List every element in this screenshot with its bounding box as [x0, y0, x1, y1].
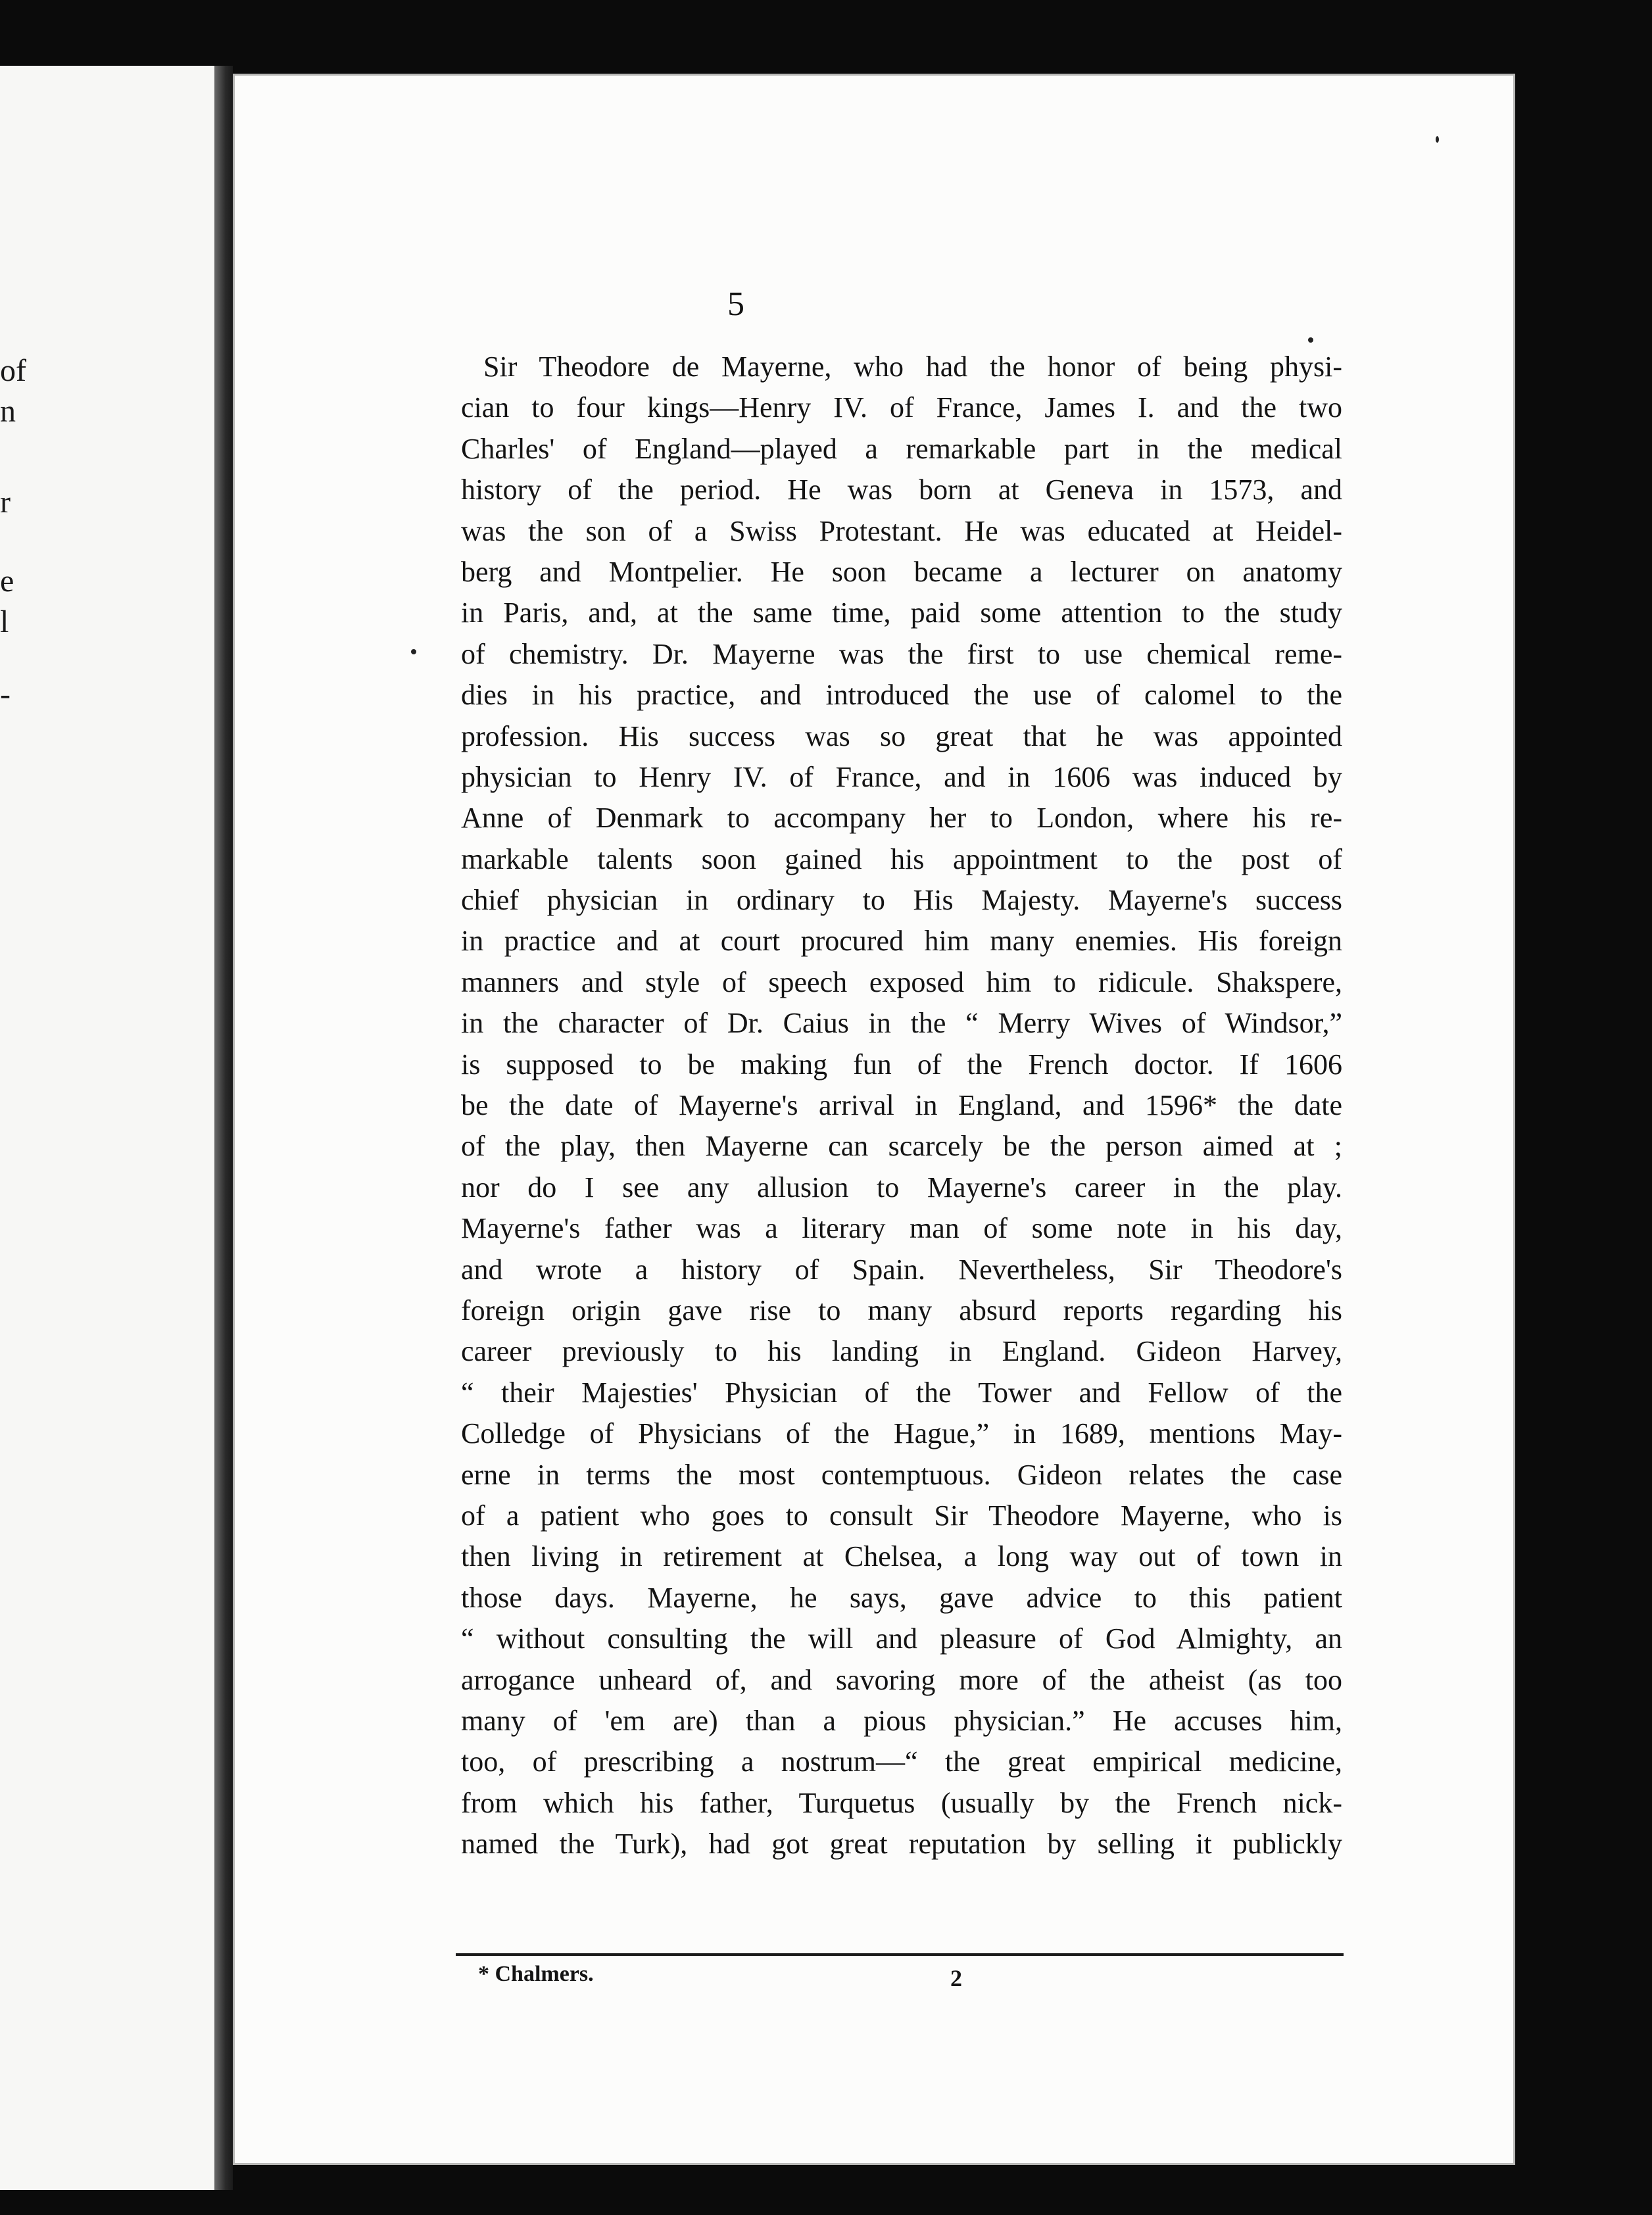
- text-line: in Paris, and, at the same time, paid some attention to the study: [461, 596, 1342, 629]
- text-line: be the date of Mayerne's arrival in England, and 1596* the date: [461, 1089, 1342, 1122]
- left-edge-fragment-1: of: [0, 353, 26, 388]
- text-line: arrogance unheard of, and savoring more of the atheist (as too: [461, 1663, 1342, 1696]
- page-number: 5: [727, 285, 744, 323]
- text-line: physician to Henry IV. of France, and in 1606 was induced by: [461, 760, 1342, 793]
- previous-page-fragment: [0, 66, 218, 2190]
- dust-speck: [1436, 136, 1439, 143]
- text-line: is supposed to be making fun of the French doctor. If 1606: [461, 1048, 1342, 1081]
- text-line: berg and Montpelier. He soon became a lecturer on anatomy: [461, 555, 1342, 588]
- signature-mark: 2: [950, 1965, 962, 1991]
- text-line: dies in his practice, and introduced the use of calomel to the: [461, 679, 1342, 712]
- text-line: and wrote a history of Spain. Nevertheless, Sir Theodore's: [461, 1253, 1342, 1286]
- text-line: erne in terms the most contemptuous. Gideon relates the case: [461, 1458, 1342, 1491]
- text-line: cian to four kings—Henry IV. of France, James I. and the two: [461, 391, 1342, 424]
- text-line: too, of prescribing a nostrum—“ the great empirical medicine,: [461, 1745, 1342, 1778]
- dust-speck: [1308, 337, 1313, 343]
- text-line: “ without consulting the will and pleasure of God Almighty, an: [461, 1622, 1342, 1655]
- text-line: career previously to his landing in England. Gideon Harvey,: [461, 1335, 1342, 1368]
- text-line: Anne of Denmark to accompany her to London, where his re-: [461, 802, 1342, 835]
- text-line: profession. His success was so great that he was appointed: [461, 719, 1342, 752]
- text-line: Sir Theodore de Mayerne, who had the honor of being physi-: [483, 351, 1342, 383]
- text-line: chief physician in ordinary to His Majesty. Mayerne's success: [461, 884, 1342, 917]
- left-edge-fragment-3: r: [0, 485, 11, 520]
- left-edge-fragment-2: n: [0, 394, 16, 429]
- text-line: of the play, then Mayerne can scarcely be the person aimed at ;: [461, 1130, 1342, 1163]
- text-line: markable talents soon gained his appointment to the post of: [461, 842, 1342, 875]
- text-line: many of 'em are) than a pious physician.” He accuses him,: [461, 1704, 1342, 1737]
- text-line: Charles' of England—played a remarkable part in the medical: [461, 432, 1342, 465]
- left-edge-fragment-4: e: [0, 564, 14, 598]
- text-line: in practice and at court procured him many enemies. His foreign: [461, 925, 1342, 958]
- text-line: was the son of a Swiss Protestant. He was educated at Heidel-: [461, 514, 1342, 547]
- left-edge-fragment-5: l: [0, 604, 9, 639]
- text-line: history of the period. He was born at Geneva in 1573, and: [461, 474, 1342, 506]
- text-line: Colledge of Physicians of the Hague,” in 1689, mentions May-: [461, 1417, 1342, 1450]
- text-line: of a patient who goes to consult Sir Theodore Mayerne, who is: [461, 1499, 1342, 1532]
- text-line: manners and style of speech exposed him to ridicule. Shakspere,: [461, 965, 1342, 998]
- text-line: of chemistry. Dr. Mayerne was the first to use chemical reme-: [461, 637, 1342, 670]
- text-line: named the Turk), had got great reputation by selling it publickly: [461, 1828, 1342, 1861]
- text-line: Mayerne's father was a literary man of some note in his day,: [461, 1212, 1342, 1245]
- footnote: * Chalmers.: [478, 1962, 594, 1986]
- body-text: [461, 347, 1342, 1864]
- left-edge-fragment-6: -: [0, 677, 11, 712]
- text-line: foreign origin gave rise to many absurd reports regarding his: [461, 1294, 1342, 1327]
- text-line: then living in retirement at Chelsea, a long way out of town in: [461, 1540, 1342, 1573]
- text-line: those days. Mayerne, he says, gave advice to this patient: [461, 1581, 1342, 1614]
- footnote-rule: [456, 1953, 1344, 1956]
- dust-speck: [411, 649, 416, 654]
- text-line: “ their Majesties' Physician of the Tower and Fellow of the: [461, 1376, 1342, 1409]
- text-line: in the character of Dr. Caius in the “ Merry Wives of Windsor,”: [461, 1007, 1342, 1040]
- book-spine-shadow: [214, 66, 233, 2190]
- text-line: nor do I see any allusion to Mayerne's career in the play.: [461, 1171, 1342, 1204]
- book-page: [233, 74, 1515, 2165]
- text-line: from which his father, Turquetus (usually by the French nick-: [461, 1786, 1342, 1819]
